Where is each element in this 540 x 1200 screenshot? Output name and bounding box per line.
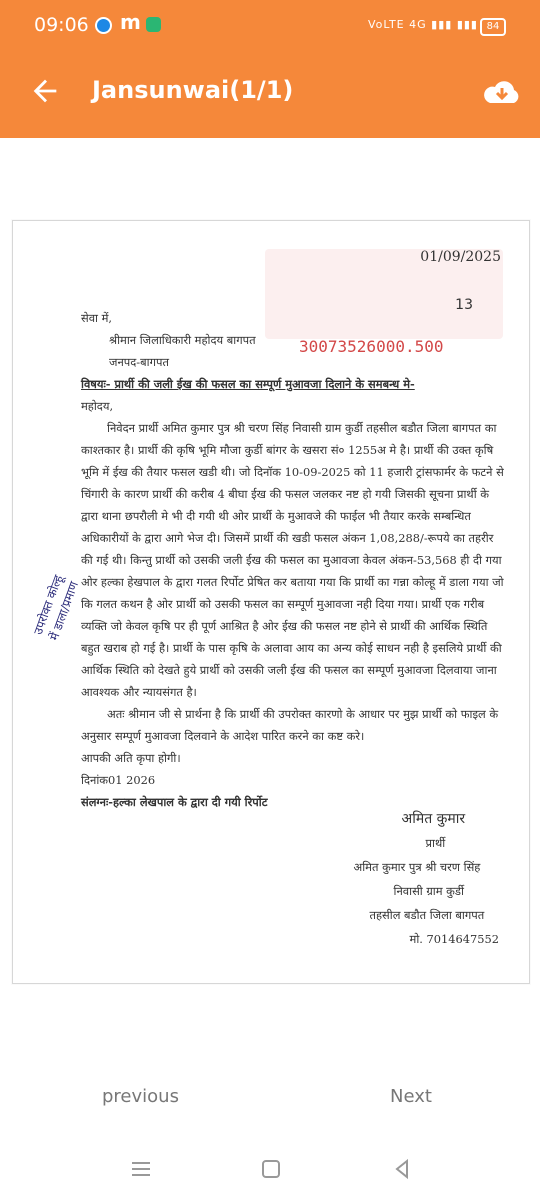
paragraph-1: निवेदन प्रार्थी अमित कुमार पुत्र श्री चरण सिंह निवासी ग्राम कुर्डी तहसील बडौत जिला बागपत का काश्तकार है। प्रार्थी की कृषि भूमि मौजा कुर्डी बांगर के खसरा सं० 1255अ मे है। प्रार्थी की उक्त कृषि भूमि में ईख की तैयार फसल खडी थी। जो दिनॉक 10-09-2025 को 11 हजारी ट्रांसफार्मर के फटने से चिंगारी के कारण प्रार्थी की करीब 4 बीघा ईख की फसल जलकर नष्ट हो गयी जिसकी सूचना प्रार्थी के द्वारा थाना छपरौली मे भी दी गयी थी ओर प्रार्थी के मुआवजे की फाईल भी तैयार करके सम्बन्धित अधिकारीयों के द्वारा आगे भेज दी। जिसमें प्रार्थी की खडी फसल अंकन 1,08,288/-रूपये का तहरीर की गई थी। किन्तु प्रार्थी को उसकी जली ईख की फसल का मुआवजा केवल अंकन-53,568 ही दी गया ओर हल्का हेखपाल के द्वारा गलत रिर्पोट प्रेषित कर बताया गया कि प्रार्थी का गन्ना कोल्हू में डाला गया जो कि गलत कथन है ओर प्रार्थी को उसकी फसल का सम्पूर्ण मुआवजा नही दिया गया। प्रार्थी एक गरीब व्यक्ति जो केवल कृषि पर ही पूर्ण आश्रित है ओर ईख की फसल नष्ट होने से प्रार्थी की आर्थिक स्थिति बहुत खराब हो गई है। प्रार्थी के पास कृषि के अलावा आय का अन्य कोई साधन नही है इसलिये प्रार्थी की आर्थिक स्थिति को देखते हुये प्रार्थी को उसकी जली ईख की फसल का सम्पूर्ण मुआवजा दिलवाया जाना आवश्यक और न्यायसंगत है। bbox=[81, 421, 504, 699]
network-status: VoLTE 4G ▮▮▮ ▮▮▮ bbox=[367, 18, 478, 31]
date-line bbox=[81, 769, 507, 791]
signature: अमित कुमार bbox=[401, 811, 466, 827]
battery-icon: 84 bbox=[480, 18, 506, 36]
salutation: सेवा में, bbox=[81, 311, 113, 325]
to-line-2: जनपद-बागपत bbox=[109, 355, 169, 369]
document-text bbox=[81, 307, 507, 813]
applicant-mobile: मो. 7014647552 bbox=[409, 932, 499, 946]
next-button[interactable]: Next bbox=[390, 1086, 432, 1107]
cloud-download-icon[interactable] bbox=[482, 78, 522, 108]
app-bar bbox=[0, 52, 540, 138]
back-nav-icon[interactable] bbox=[392, 1158, 414, 1180]
paragraph-2: अतः श्रीमान जी से प्रार्थना है कि प्रार्थी की उपरोक्त कारणो के आधार पर मुझ प्रार्थी को फाइल के अनुसार सम्पूर्ण मुआवजा दिलवाने के आदेश पारित करने का कष्ट करे। bbox=[81, 707, 499, 743]
applicant-village: निवासी ग्राम कुर्डी bbox=[393, 884, 464, 898]
applicant-tehsil: तहसील बडौत जिला बागपत bbox=[369, 908, 485, 922]
back-arrow-icon[interactable] bbox=[28, 74, 62, 108]
to-line-1: श्रीमान जिलाधिकारी महोदय बागपत bbox=[109, 333, 256, 347]
applicant-label: प्रार्थी bbox=[425, 836, 446, 850]
applicant-block bbox=[354, 807, 499, 951]
address-line: महोदय, bbox=[81, 399, 114, 413]
date-label: दिनांक bbox=[81, 773, 109, 787]
stamp-number: 30073526000.500 bbox=[299, 337, 444, 356]
subject-line: विषयः- प्रार्थी की जली ईख की फसल का सम्पूर्ण मुआवजा दिलाने के समबन्ध मे- bbox=[81, 377, 415, 391]
top-right-date: 01/09/2025 bbox=[420, 249, 501, 265]
recent-apps-icon[interactable] bbox=[130, 1158, 152, 1180]
top-right-number: 13 bbox=[455, 297, 473, 313]
m-app-icon: m bbox=[120, 10, 141, 34]
document-page bbox=[12, 220, 530, 984]
home-icon[interactable] bbox=[260, 1158, 282, 1180]
previous-button[interactable]: previous bbox=[102, 1086, 179, 1107]
system-nav-bar bbox=[0, 1140, 540, 1200]
signal-icon: ▮▮▮ ▮▮▮ bbox=[431, 18, 478, 31]
phone-icon bbox=[146, 17, 161, 32]
notification-icon bbox=[95, 17, 112, 34]
applicant-name: अमित कुमार पुत्र श्री चरण सिंह bbox=[353, 860, 481, 874]
status-bar bbox=[0, 0, 540, 52]
handwritten-note: उपरोक्त कोल्हू में डाला/प्रमाण bbox=[30, 573, 82, 643]
status-time: 09:06 bbox=[34, 14, 89, 36]
page-title: Jansunwai(1/1) bbox=[92, 76, 294, 104]
date-value: 01 2026 bbox=[108, 773, 156, 787]
closing-line: आपकी अति कृपा होगी। bbox=[81, 751, 181, 765]
attachment-line: संलग्नः-हल्का लेखपाल के द्वारा दी गयी रिर्पोट bbox=[81, 795, 268, 809]
